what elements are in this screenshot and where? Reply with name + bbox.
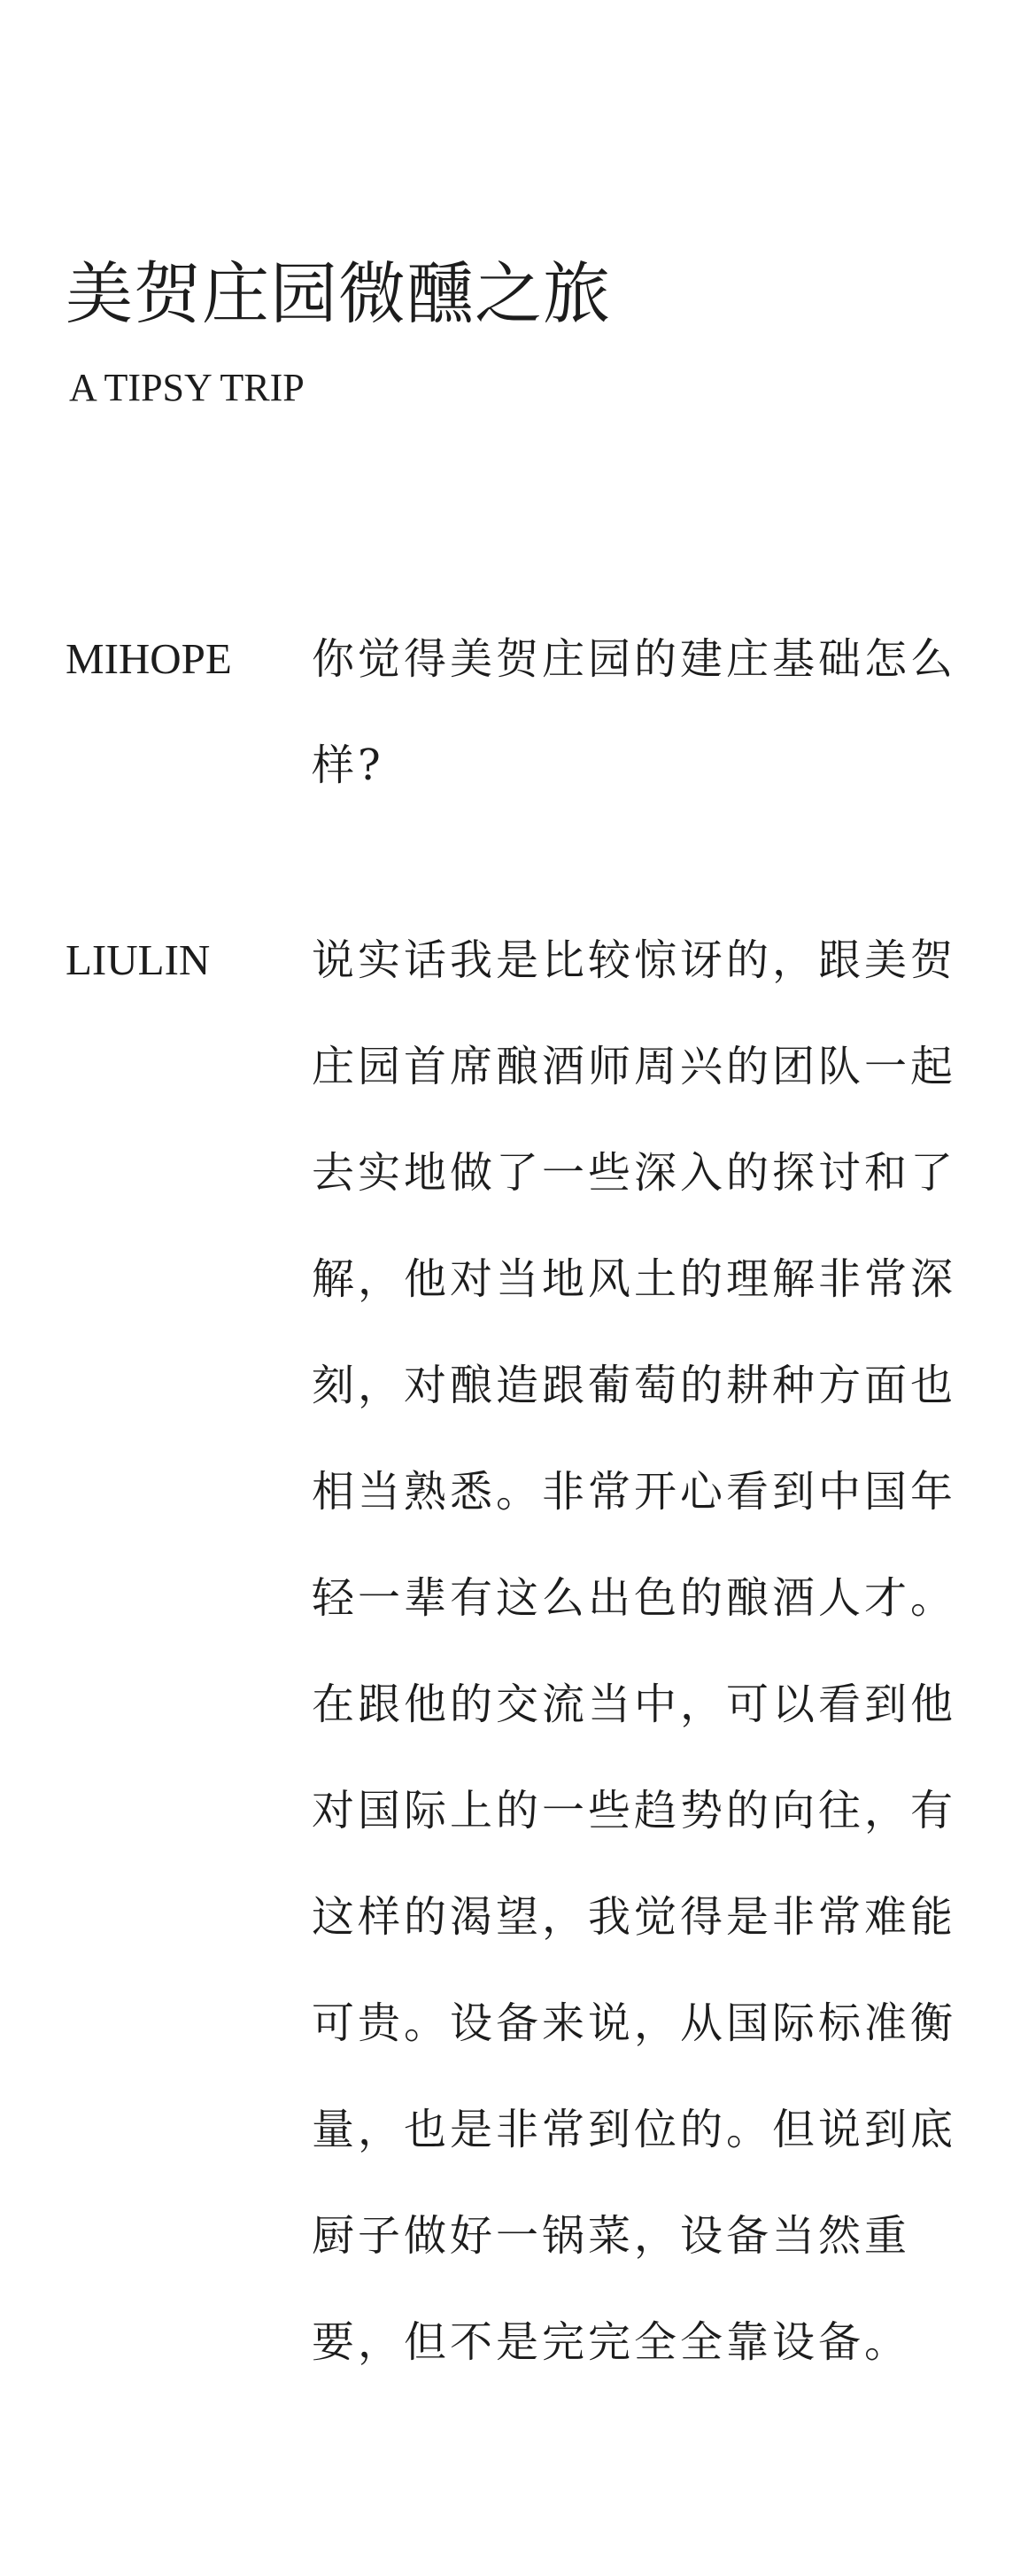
dialogue-item-mihope: [66, 613, 978, 819]
speaker-label: MIHOPE: [66, 634, 232, 683]
article-header: [66, 250, 969, 415]
page-title: 美贺庄园微醺之旅: [66, 254, 611, 333]
dialogue-text: 你觉得美贺庄园的建庄基础怎么样?: [312, 634, 957, 790]
dialogue-text: 说实话我是比较惊讶的，跟美贺庄园首席酿酒师周兴的团队一起去实地做了一些深入的探讨和了解，他对当地风土的理解非常深刻，对酿造跟葡萄的耕种方面也相当熟悉。非常开心看到中国年轻一辈有这么出色的酿酒人才。在跟他的交流当中，可以看到他对国际上的一些趋势的向往，有这样的渴望，我觉得是非常难能可贵。设备来说，从国际标准衡量，也是非常到位的。但说到底厨子做好一锅菜，设备当然重要，但不是完完全全靠设备。: [312, 935, 957, 2367]
page-subtitle: A TIPSY TRIP: [69, 366, 305, 409]
dialogue-item-liulin: [66, 914, 978, 2395]
speaker-label: LIULIN: [66, 935, 211, 984]
